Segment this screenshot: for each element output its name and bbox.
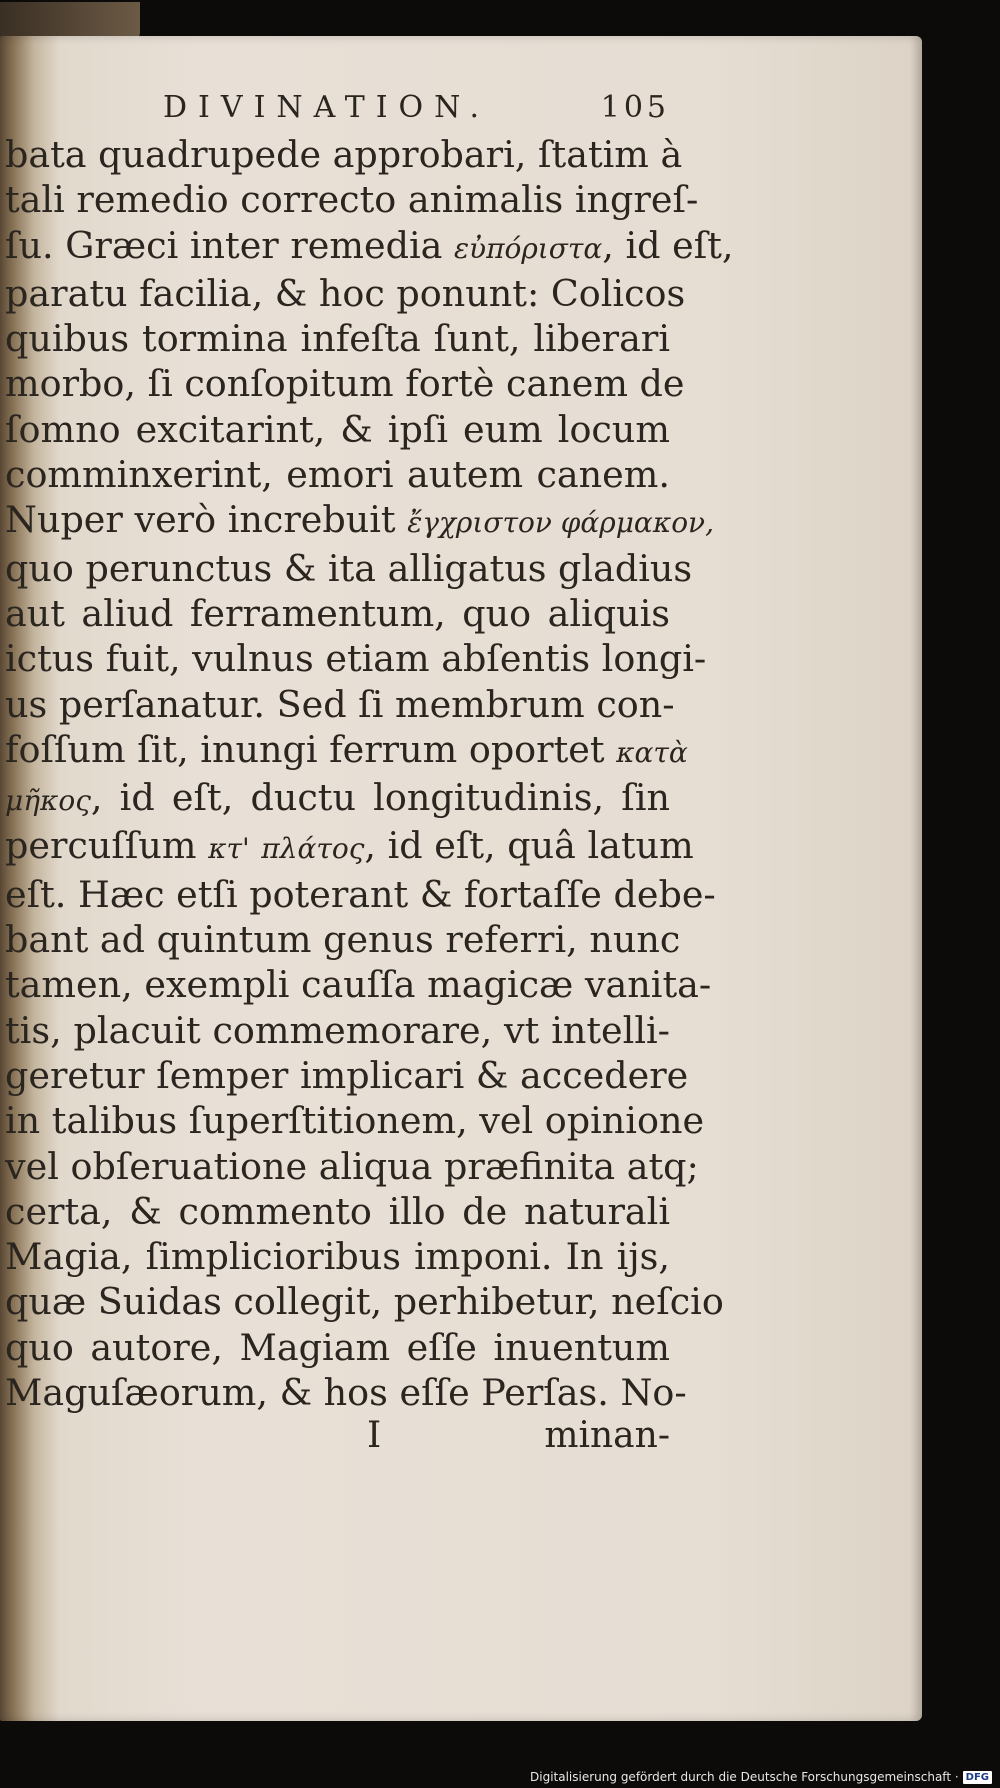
text-line <box>5 223 734 271</box>
text-line-part: , id eſt, quâ latum <box>364 824 694 868</box>
text-line: certa, & commento illo de naturali <box>5 1189 670 1233</box>
running-head <box>5 82 670 132</box>
text-line: quo autore, Magiam eſſe inuentum <box>5 1325 670 1369</box>
text-line-part: Nuper verò increbuit <box>5 498 396 542</box>
text-line: quibus tormina infeſta ſunt, liberari <box>5 317 670 361</box>
greek-word: εὐπόριστα <box>454 231 603 265</box>
text-line: eſt. Hæc etſi poterant & fortaſſe debe- <box>5 872 716 916</box>
text-line: paratu facilia, & hoc ponunt: Colicos <box>5 271 686 315</box>
text-line-part: percuſſum <box>5 824 197 868</box>
text-line: vel obſeruatione aliqua præfinita atq; <box>5 1144 699 1188</box>
page-text-block <box>5 82 734 1459</box>
text-line-part: foſſum ſit, inungi ferrum oportet <box>5 727 605 771</box>
text-line: tis, placuit commemorare, vt intelli- <box>5 1008 670 1052</box>
body-text <box>5 132 734 1415</box>
text-line: quo perunctus & ita alligatus gladius <box>5 546 693 590</box>
text-line <box>5 775 670 823</box>
text-line: ictus fuit, vulnus etiam abſentis longi- <box>5 637 707 681</box>
greek-abbreviation: κτ' <box>208 832 250 866</box>
dfg-logo: DFG <box>963 1771 992 1784</box>
text-line: morbo, ſi conſopitum fortè canem de <box>5 362 685 406</box>
text-line-part: , id eſt, ductu longitudinis, ſin <box>90 776 670 820</box>
page-number: 105 <box>600 90 670 125</box>
credit-text: Digitalisierung gefördert durch die Deutsche Forschungsgemeinschaft · <box>530 1770 959 1784</box>
text-line: bata quadrupede approbari, ſtatim à <box>5 133 683 176</box>
greek-word: πλάτος <box>261 832 365 866</box>
text-line: tamen, exempli cauſſa magicæ vanita- <box>5 963 712 1007</box>
text-line <box>5 497 714 545</box>
text-line: quæ Suidas collegit, perhibetur, neſcio <box>5 1280 724 1324</box>
running-head-title: DIVINATION. <box>163 90 491 125</box>
catchword: minan- <box>544 1415 670 1457</box>
digitization-credit <box>530 1770 992 1784</box>
text-line: us perſanatur. Sed ſi membrum con- <box>5 682 675 726</box>
text-line: bant ad quintum genus referri, nunc <box>5 918 681 962</box>
page-footer <box>5 1415 670 1459</box>
text-line: ſomno excitarint, & ipſi eum locum <box>5 407 670 451</box>
greek-word: μῆκος <box>5 784 91 818</box>
signature-mark: I <box>367 1415 382 1457</box>
text-line <box>5 727 688 775</box>
text-line: tali remedio correcto animalis ingreſ- <box>5 178 699 222</box>
text-line: aut aliud ferramentum, quo aliquis <box>5 591 670 635</box>
greek-word: κατὰ <box>616 735 688 769</box>
text-line <box>5 823 694 871</box>
text-line-part: ſu. Græci inter remedia <box>5 223 443 267</box>
text-line: Maguſæorum, & hos eſſe Perſas. No- <box>5 1371 687 1415</box>
text-line: geretur ſemper implicari & accedere <box>5 1053 689 1097</box>
text-line-part: , id eſt, <box>602 223 734 267</box>
greek-phrase: ἔγχριστον φάρμακον, <box>407 506 714 540</box>
text-line: Magia, ſimplicioribus imponi. In ijs, <box>5 1235 670 1279</box>
text-line: in talibus ſuperſtitionem, vel opinione <box>5 1099 705 1143</box>
text-line: comminxerint, emori autem canem. <box>5 453 670 497</box>
